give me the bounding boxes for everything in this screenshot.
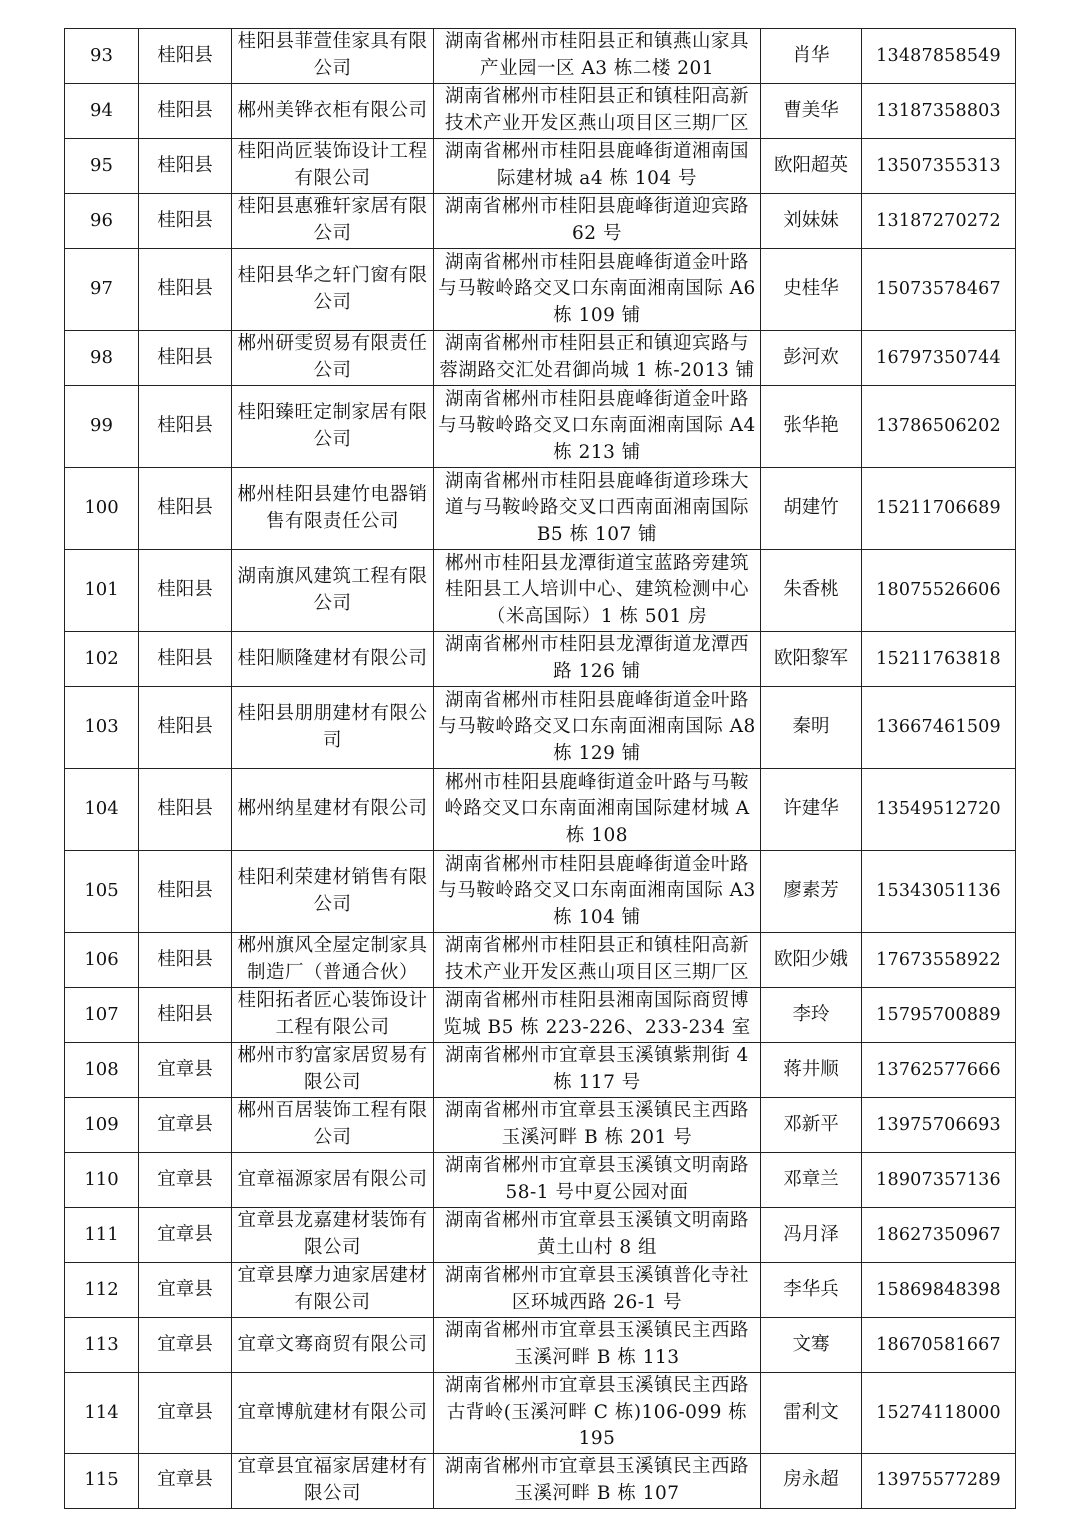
row-number: 109 [65, 1098, 139, 1153]
county-cell: 宜章县 [139, 1453, 232, 1508]
row-number: 99 [65, 386, 139, 468]
row-number: 112 [65, 1263, 139, 1318]
address-cell: 湖南省郴州市桂阳县龙潭街道龙潭西路 126 铺 [434, 632, 761, 687]
table-row [65, 84, 1016, 139]
row-number: 97 [65, 249, 139, 331]
contact-cell: 肖华 [761, 29, 862, 84]
table-row [65, 1453, 1016, 1508]
company-name-cell: 桂阳拓者匠心装饰设计工程有限公司 [232, 988, 434, 1043]
contact-cell: 邓新平 [761, 1098, 862, 1153]
company-name-cell: 桂阳利荣建材销售有限公司 [232, 851, 434, 933]
table-row [65, 139, 1016, 194]
company-name-cell: 宜章博航建材有限公司 [232, 1373, 434, 1454]
phone-cell: 13762577666 [862, 1043, 1016, 1098]
table-row [65, 1043, 1016, 1098]
company-name-cell: 宜章县宜福家居建材有限公司 [232, 1453, 434, 1508]
row-number: 94 [65, 84, 139, 139]
county-cell: 桂阳县 [139, 249, 232, 331]
phone-cell: 17673558922 [862, 933, 1016, 988]
county-cell: 宜章县 [139, 1098, 232, 1153]
county-cell: 桂阳县 [139, 139, 232, 194]
address-cell: 湖南省郴州市桂阳县鹿峰街道迎宾路 62 号 [434, 194, 761, 249]
row-number: 93 [65, 29, 139, 84]
company-name-cell: 桂阳顺隆建材有限公司 [232, 632, 434, 687]
company-name-cell: 郴州研雯贸易有限责任公司 [232, 331, 434, 386]
address-cell: 湖南省郴州市桂阳县湘南国际商贸博览城 B5 栋 223-226、233-234 室 [434, 988, 761, 1043]
contact-cell: 朱香桃 [761, 550, 862, 632]
row-number: 105 [65, 851, 139, 933]
contact-cell: 欧阳黎军 [761, 632, 862, 687]
phone-cell: 16797350744 [862, 331, 1016, 386]
contact-cell: 许建华 [761, 769, 862, 851]
phone-cell: 13187358803 [862, 84, 1016, 139]
contact-cell: 李华兵 [761, 1263, 862, 1318]
row-number: 98 [65, 331, 139, 386]
county-cell: 桂阳县 [139, 988, 232, 1043]
company-name-cell: 郴州旗风全屋定制家具制造厂（普通合伙） [232, 933, 434, 988]
table-row [65, 988, 1016, 1043]
row-number: 103 [65, 687, 139, 769]
phone-cell: 13487858549 [862, 29, 1016, 84]
company-name-cell: 宜章福源家居有限公司 [232, 1153, 434, 1208]
phone-cell: 18627350967 [862, 1208, 1016, 1263]
table-row [65, 851, 1016, 933]
table-row [65, 1263, 1016, 1318]
county-cell: 桂阳县 [139, 468, 232, 550]
address-cell: 湖南省郴州市宜章县玉溪镇紫荆街 4 栋 117 号 [434, 1043, 761, 1098]
contact-cell: 秦明 [761, 687, 862, 769]
county-cell: 桂阳县 [139, 386, 232, 468]
county-cell: 桂阳县 [139, 933, 232, 988]
phone-cell: 18907357136 [862, 1153, 1016, 1208]
phone-cell: 15211763818 [862, 632, 1016, 687]
contact-cell: 史桂华 [761, 249, 862, 331]
contact-cell: 冯月泽 [761, 1208, 862, 1263]
address-cell: 湖南省郴州市宜章县玉溪镇文明南路 58-1 号中夏公园对面 [434, 1153, 761, 1208]
table-row [65, 687, 1016, 769]
county-cell: 宜章县 [139, 1373, 232, 1454]
row-number: 102 [65, 632, 139, 687]
county-cell: 桂阳县 [139, 84, 232, 139]
phone-cell: 15211706689 [862, 468, 1016, 550]
address-cell: 湖南省郴州市桂阳县鹿峰街道金叶路与马鞍岭路交叉口东南面湘南国际 A8 栋 129 铺 [434, 687, 761, 769]
county-cell: 桂阳县 [139, 851, 232, 933]
county-cell: 宜章县 [139, 1208, 232, 1263]
table-row [65, 249, 1016, 331]
address-cell: 湖南省郴州市宜章县玉溪镇民主西路玉溪河畔 B 栋 113 [434, 1318, 761, 1373]
table-row [65, 1318, 1016, 1373]
row-number: 115 [65, 1453, 139, 1508]
contact-cell: 房永超 [761, 1453, 862, 1508]
company-name-cell: 宜章文骞商贸有限公司 [232, 1318, 434, 1373]
table-row [65, 632, 1016, 687]
company-name-cell: 桂阳臻旺定制家居有限公司 [232, 386, 434, 468]
table-row [65, 194, 1016, 249]
county-cell: 桂阳县 [139, 550, 232, 632]
phone-cell: 15795700889 [862, 988, 1016, 1043]
address-cell: 湖南省郴州市桂阳县正和镇桂阳高新技术产业开发区燕山项目区三期厂区 [434, 933, 761, 988]
company-name-cell: 郴州美铧衣柜有限公司 [232, 84, 434, 139]
row-number: 106 [65, 933, 139, 988]
company-name-cell: 桂阳县菲萱佳家具有限公司 [232, 29, 434, 84]
address-cell: 湖南省郴州市桂阳县鹿峰街道金叶路与马鞍岭路交叉口东南面湘南国际 A6 栋 109 铺 [434, 249, 761, 331]
contact-cell: 胡建竹 [761, 468, 862, 550]
address-cell: 湖南省郴州市桂阳县鹿峰街道金叶路与马鞍岭路交叉口东南面湘南国际 A3 栋 104 铺 [434, 851, 761, 933]
address-cell: 湖南省郴州市桂阳县正和镇迎宾路与蓉湖路交汇处君御尚城 1 栋-2013 铺 [434, 331, 761, 386]
table-row [65, 550, 1016, 632]
table-row [65, 386, 1016, 468]
row-number: 95 [65, 139, 139, 194]
county-cell: 宜章县 [139, 1043, 232, 1098]
row-number: 113 [65, 1318, 139, 1373]
contact-cell: 邓章兰 [761, 1153, 862, 1208]
row-number: 108 [65, 1043, 139, 1098]
table-row [65, 1373, 1016, 1454]
company-name-cell: 桂阳尚匠装饰设计工程有限公司 [232, 139, 434, 194]
row-number: 107 [65, 988, 139, 1043]
company-name-cell: 宜章县摩力迪家居建材有限公司 [232, 1263, 434, 1318]
company-name-cell: 郴州纳星建材有限公司 [232, 769, 434, 851]
table-row [65, 468, 1016, 550]
address-cell: 湖南省郴州市宜章县玉溪镇民主西路古背岭(玉溪河畔 C 栋)106-099 栋 195 [434, 1373, 761, 1454]
company-table [64, 28, 1016, 1509]
county-cell: 宜章县 [139, 1153, 232, 1208]
company-name-cell: 桂阳县惠雅轩家居有限公司 [232, 194, 434, 249]
phone-cell: 18670581667 [862, 1318, 1016, 1373]
county-cell: 桂阳县 [139, 687, 232, 769]
contact-cell: 彭河欢 [761, 331, 862, 386]
phone-cell: 15343051136 [862, 851, 1016, 933]
company-name-cell: 郴州市豹富家居贸易有限公司 [232, 1043, 434, 1098]
table-row [65, 331, 1016, 386]
row-number: 96 [65, 194, 139, 249]
phone-cell: 15869848398 [862, 1263, 1016, 1318]
contact-cell: 曹美华 [761, 84, 862, 139]
row-number: 111 [65, 1208, 139, 1263]
phone-cell: 15073578467 [862, 249, 1016, 331]
phone-cell: 18075526606 [862, 550, 1016, 632]
address-cell: 湖南省郴州市宜章县玉溪镇普化寺社区环城西路 26-1 号 [434, 1263, 761, 1318]
contact-cell: 李玲 [761, 988, 862, 1043]
phone-cell: 15274118000 [862, 1373, 1016, 1454]
address-cell: 湖南省郴州市桂阳县鹿峰街道珍珠大道与马鞍岭路交叉口西南面湘南国际 B5 栋 107 铺 [434, 468, 761, 550]
table-row [65, 29, 1016, 84]
phone-cell: 13975706693 [862, 1098, 1016, 1153]
company-name-cell: 桂阳县朋朋建材有限公司 [232, 687, 434, 769]
table-row [65, 769, 1016, 851]
county-cell: 桂阳县 [139, 194, 232, 249]
row-number: 101 [65, 550, 139, 632]
county-cell: 宜章县 [139, 1263, 232, 1318]
contact-cell: 张华艳 [761, 386, 862, 468]
contact-cell: 雷利文 [761, 1373, 862, 1454]
table-row [65, 1153, 1016, 1208]
phone-cell: 13507355313 [862, 139, 1016, 194]
address-cell: 湖南省郴州市桂阳县鹿峰街道湘南国际建材城 a4 栋 104 号 [434, 139, 761, 194]
phone-cell: 13786506202 [862, 386, 1016, 468]
contact-cell: 文骞 [761, 1318, 862, 1373]
contact-cell: 蒋井顺 [761, 1043, 862, 1098]
address-cell: 湖南省郴州市桂阳县正和镇燕山家具产业园一区 A3 栋二楼 201 [434, 29, 761, 84]
address-cell: 郴州市桂阳县龙潭街道宝蓝路旁建筑桂阳县工人培训中心、建筑检测中心（米高国际）1 栋 501 房 [434, 550, 761, 632]
company-name-cell: 郴州桂阳县建竹电器销售有限责任公司 [232, 468, 434, 550]
company-name-cell: 宜章县龙嘉建材装饰有限公司 [232, 1208, 434, 1263]
company-name-cell: 郴州百居装饰工程有限公司 [232, 1098, 434, 1153]
table-row [65, 1208, 1016, 1263]
county-cell: 宜章县 [139, 1318, 232, 1373]
address-cell: 湖南省郴州市宜章县玉溪镇民主西路玉溪河畔 B 栋 201 号 [434, 1098, 761, 1153]
company-name-cell: 湖南旗风建筑工程有限公司 [232, 550, 434, 632]
county-cell: 桂阳县 [139, 29, 232, 84]
address-cell: 郴州市桂阳县鹿峰街道金叶路与马鞍岭路交叉口东南面湘南国际建材城 A 栋 108 [434, 769, 761, 851]
row-number: 100 [65, 468, 139, 550]
contact-cell: 刘妹妹 [761, 194, 862, 249]
table-row [65, 933, 1016, 988]
address-cell: 湖南省郴州市桂阳县鹿峰街道金叶路与马鞍岭路交叉口东南面湘南国际 A4 栋 213 铺 [434, 386, 761, 468]
company-name-cell: 桂阳县华之轩门窗有限公司 [232, 249, 434, 331]
row-number: 104 [65, 769, 139, 851]
county-cell: 桂阳县 [139, 331, 232, 386]
phone-cell: 13187270272 [862, 194, 1016, 249]
contact-cell: 欧阳少娥 [761, 933, 862, 988]
address-cell: 湖南省郴州市宜章县玉溪镇民主西路玉溪河畔 B 栋 107 [434, 1453, 761, 1508]
table-row [65, 1098, 1016, 1153]
contact-cell: 廖素芳 [761, 851, 862, 933]
phone-cell: 13975577289 [862, 1453, 1016, 1508]
address-cell: 湖南省郴州市宜章县玉溪镇文明南路黄土山村 8 组 [434, 1208, 761, 1263]
phone-cell: 13667461509 [862, 687, 1016, 769]
address-cell: 湖南省郴州市桂阳县正和镇桂阳高新技术产业开发区燕山项目区三期厂区 [434, 84, 761, 139]
row-number: 110 [65, 1153, 139, 1208]
county-cell: 桂阳县 [139, 632, 232, 687]
county-cell: 桂阳县 [139, 769, 232, 851]
contact-cell: 欧阳超英 [761, 139, 862, 194]
row-number: 114 [65, 1373, 139, 1454]
phone-cell: 13549512720 [862, 769, 1016, 851]
company-table-body [65, 29, 1016, 1509]
